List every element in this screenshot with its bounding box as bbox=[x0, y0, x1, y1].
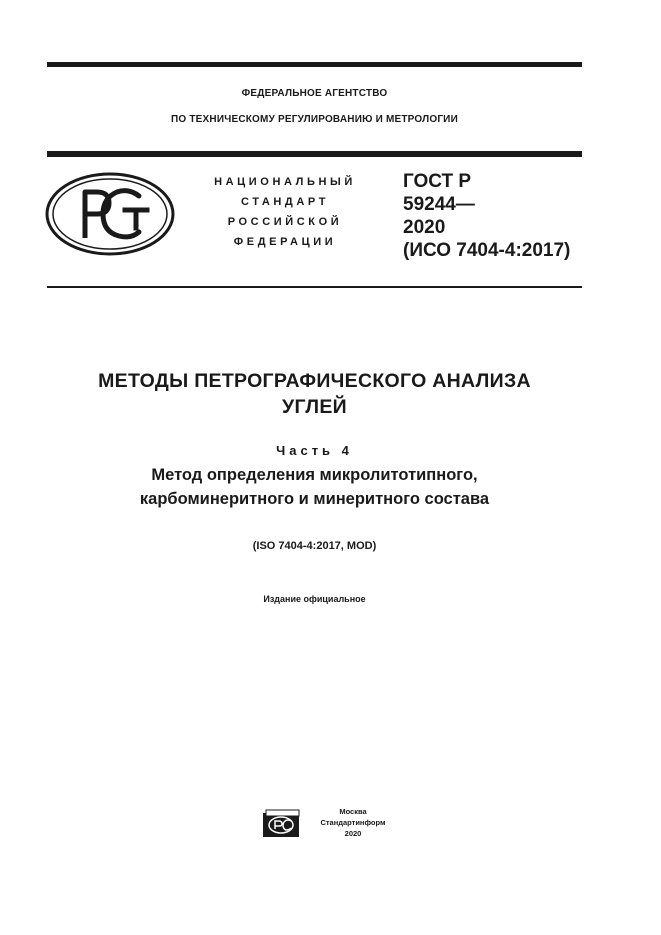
designation-line: 2020 bbox=[403, 217, 446, 238]
publisher-block bbox=[308, 806, 398, 839]
standard-type-line: РОССИЙСКОЙ bbox=[227, 216, 343, 228]
top-rule bbox=[47, 62, 582, 67]
subtitle-line: Метод определения микролитотипного, bbox=[151, 466, 478, 484]
edition-note: Издание официальное bbox=[263, 594, 366, 604]
rst-certification-mark-icon bbox=[45, 172, 175, 256]
header-rule bbox=[47, 151, 582, 157]
publisher-name: Стандартинформ bbox=[320, 818, 386, 827]
part-label: Часть 4 bbox=[276, 443, 353, 458]
standard-type-line: ФЕДЕРАЦИИ bbox=[233, 236, 337, 248]
publication-year: 2020 bbox=[344, 829, 362, 838]
header-bottom-rule bbox=[47, 286, 582, 288]
subtitle-line: карбоминеритного и минеритного состава bbox=[139, 490, 490, 508]
agency-name-line-1: ФЕДЕРАЛЬНОЕ АГЕНТСТВО bbox=[241, 88, 388, 99]
iso-reference: (ISO 7404-4:2017, MOD) bbox=[252, 540, 377, 552]
document-title bbox=[47, 368, 582, 420]
title-line: МЕТОДЫ ПЕТРОГРАФИЧЕСКОГО АНАЛИЗА bbox=[98, 370, 531, 392]
document-subtitle bbox=[47, 463, 582, 511]
title-line: УГЛЕЙ bbox=[282, 396, 347, 418]
designation-line: ГОСТ Р bbox=[403, 171, 472, 192]
standard-designation bbox=[403, 170, 588, 262]
agency-name-line-2: ПО ТЕХНИЧЕСКОМУ РЕГУЛИРОВАНИЮ И МЕТРОЛОГИИ bbox=[171, 114, 458, 125]
publisher-city: Москва bbox=[339, 807, 367, 816]
standard-type-line: СТАНДАРТ bbox=[240, 196, 330, 208]
designation-line: (ИСО 7404-4:2017) bbox=[403, 240, 571, 261]
standard-type bbox=[195, 172, 375, 252]
standartinform-logo-icon bbox=[261, 809, 301, 839]
designation-line: 59244— bbox=[403, 194, 475, 215]
standard-type-line: НАЦИОНАЛЬНЫЙ bbox=[214, 176, 356, 188]
